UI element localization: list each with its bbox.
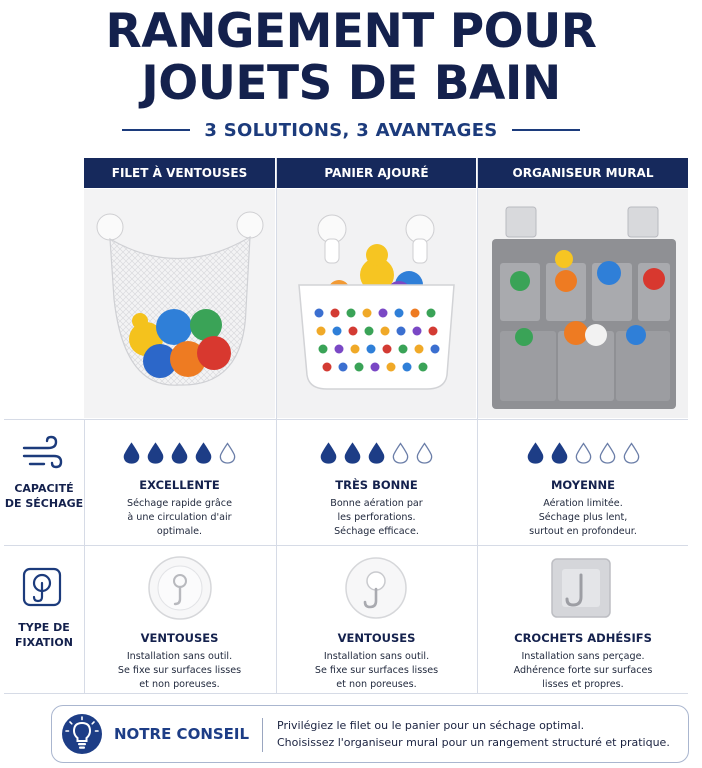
- fixing-desc-basket-line-1: Installation sans outil.: [323, 651, 430, 662]
- column-header-basket: PANIER AJOURÉ: [277, 158, 476, 188]
- fixing-desc-net-line-3: et non poreuses.: [139, 679, 220, 690]
- page-title: [0, 6, 702, 110]
- tip-line-2: Choisissez l'organiseur mural pour un rangement structuré et pratique.: [277, 736, 670, 749]
- subtitle-rule-right: [512, 129, 580, 131]
- fixing-desc-basket: [277, 650, 476, 692]
- drying-desc-organizer-line-3: surtout en profondeur.: [529, 526, 637, 537]
- basket-photo: [277, 189, 476, 418]
- suction-cup-icon: [147, 555, 213, 621]
- drying-desc-net: [84, 497, 275, 539]
- drying-rating-organizer: MOYENNE: [550, 478, 616, 492]
- fixing-label-line-1: TYPE DE: [18, 621, 70, 634]
- drying-row-label: [4, 481, 84, 511]
- title-line-2: JOUETS DE BAIN: [141, 56, 561, 111]
- drying-desc-net-line-2: à une circulation d'air: [127, 512, 232, 523]
- fixing-row-label: [4, 620, 84, 650]
- fixing-desc-organizer-line-1: Installation sans perçage.: [521, 651, 645, 662]
- drying-rating-net: EXCELLENTE: [139, 478, 220, 492]
- organizer-photo: [478, 189, 688, 418]
- tip-text: [277, 717, 670, 751]
- perforated-basket-illustration: [277, 189, 476, 418]
- net-photo: [84, 189, 275, 418]
- drying-label-line-1: CAPACITÉ: [14, 482, 74, 495]
- drop-empty-icon: [575, 442, 592, 464]
- fixing-label-line-2: FIXATION: [15, 636, 73, 649]
- tip-line-1: Privilégiez le filet ou le panier pour un séchage optimal.: [277, 719, 585, 732]
- tip-box: [51, 705, 689, 763]
- drop-filled-icon: [527, 442, 544, 464]
- drying-desc-organizer: [478, 497, 688, 539]
- tip-separator: [262, 718, 263, 752]
- drying-desc-basket-line-3: Séchage efficace.: [334, 526, 419, 537]
- suction-hook-icon: [343, 555, 409, 621]
- drop-empty-icon: [219, 442, 236, 464]
- drying-rating-basket: TRÈS BONNE: [335, 478, 418, 492]
- airflow-icon: [20, 432, 64, 476]
- drying-label-line-2: DE SÉCHAGE: [4, 497, 84, 510]
- drying-desc-net-line-1: Séchage rapide grâce: [127, 498, 232, 509]
- fixing-desc-organizer-line-3: lisses et propres.: [542, 679, 624, 690]
- drop-filled-icon: [171, 442, 188, 464]
- subtitle-row: [0, 118, 702, 142]
- drop-filled-icon: [344, 442, 361, 464]
- grid-line-bottom: [4, 693, 688, 694]
- drop-filled-icon: [320, 442, 337, 464]
- fixing-desc-net-line-1: Installation sans outil.: [126, 651, 233, 662]
- drying-desc-basket-line-1: Bonne aération par: [330, 498, 423, 509]
- drying-drops-organizer: [478, 442, 688, 464]
- grid-line-middle: [4, 545, 688, 546]
- drying-desc-net-line-3: optimale.: [156, 526, 203, 537]
- drop-filled-icon: [368, 442, 385, 464]
- drop-filled-icon: [195, 442, 212, 464]
- drop-filled-icon: [551, 442, 568, 464]
- drop-filled-icon: [147, 442, 164, 464]
- wall-organizer-illustration: [478, 189, 688, 418]
- fixing-desc-basket-line-2: Se fixe sur surfaces lisses: [314, 665, 439, 676]
- fixing-rating-organizer: CROCHETS ADHÉSIFS: [514, 631, 652, 645]
- fixing-rating-basket: VENTOUSES: [337, 631, 416, 645]
- column-header-organizer: ORGANISEUR MURAL: [478, 158, 688, 188]
- drying-drops-net: [84, 442, 275, 464]
- suction-net-illustration: [84, 189, 275, 418]
- fixing-desc-organizer: [478, 650, 688, 692]
- drop-empty-icon: [392, 442, 409, 464]
- drying-drops-basket: [277, 442, 476, 464]
- fixing-desc-basket-line-3: et non poreuses.: [336, 679, 417, 690]
- lightbulb-icon: [62, 714, 102, 754]
- drop-empty-icon: [599, 442, 616, 464]
- drop-empty-icon: [623, 442, 640, 464]
- tip-label: NOTRE CONSEIL: [114, 725, 250, 743]
- grid-line-top: [4, 419, 688, 420]
- drying-desc-organizer-line-2: Séchage plus lent,: [538, 512, 628, 523]
- title-line-1: RANGEMENT POUR: [105, 4, 597, 59]
- grid-line-v2: [276, 158, 277, 693]
- drop-empty-icon: [416, 442, 433, 464]
- drying-desc-basket-line-2: les perforations.: [337, 512, 416, 523]
- fixing-desc-net-line-2: Se fixe sur surfaces lisses: [117, 665, 242, 676]
- fixation-icon: [20, 565, 64, 609]
- grid-line-v3: [477, 158, 478, 693]
- adhesive-hook-icon: [548, 555, 614, 621]
- drop-filled-icon: [123, 442, 140, 464]
- drying-desc-basket: [277, 497, 476, 539]
- fixing-desc-net: [84, 650, 275, 692]
- fixing-rating-net: VENTOUSES: [140, 631, 219, 645]
- subtitle: 3 SOLUTIONS, 3 AVANTAGES: [204, 119, 498, 141]
- fixing-desc-organizer-line-2: Adhérence forte sur surfaces: [513, 665, 653, 676]
- subtitle-rule-left: [122, 129, 190, 131]
- column-header-net: FILET À VENTOUSES: [84, 158, 275, 188]
- drying-desc-organizer-line-1: Aération limitée.: [543, 498, 623, 509]
